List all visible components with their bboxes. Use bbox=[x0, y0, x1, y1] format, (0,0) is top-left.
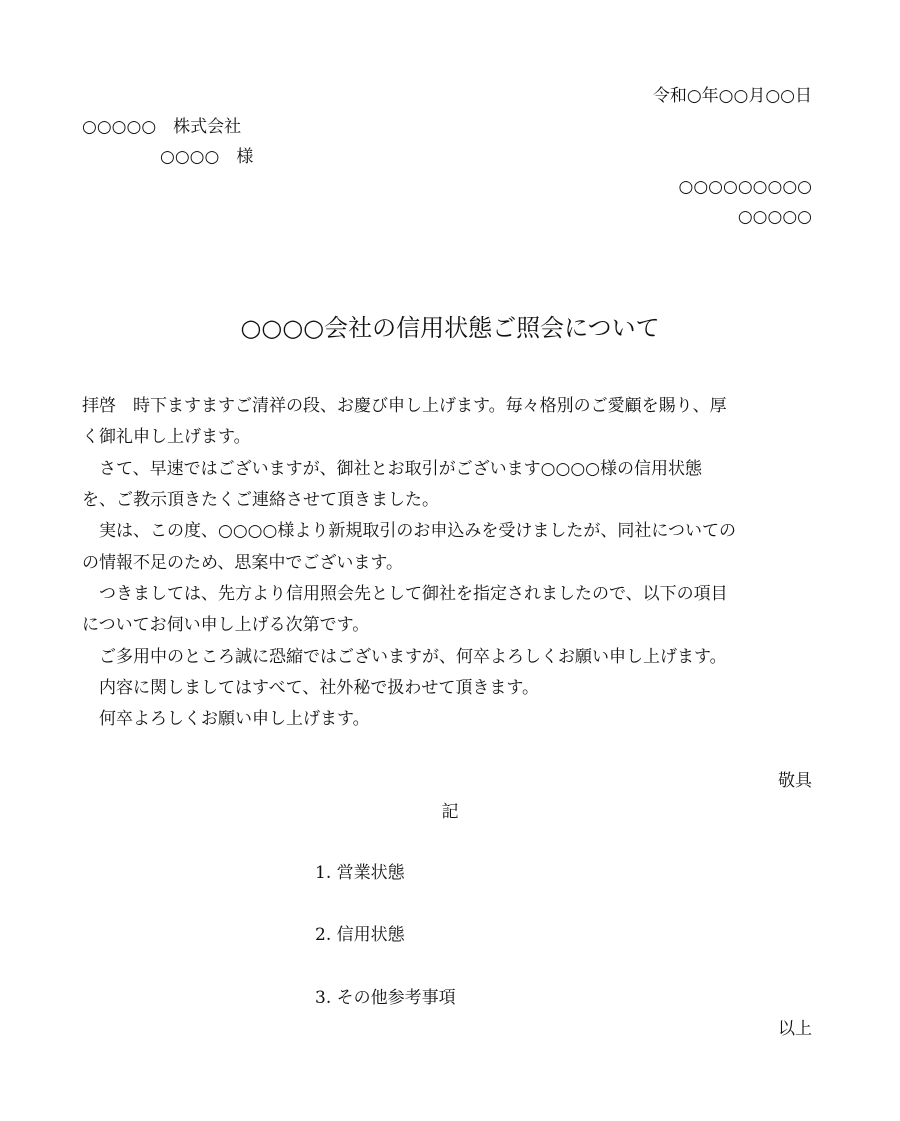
body-line: 何卒よろしくお願い申し上げます。 bbox=[82, 709, 370, 729]
list-item: 1. 営業状態 bbox=[315, 863, 405, 883]
end-ijou: 以上 bbox=[778, 1019, 812, 1039]
body-line: の情報不足のため、思案中でございます。 bbox=[82, 553, 403, 573]
recipient-person: ○○○○ 様 bbox=[160, 147, 254, 167]
list-item: 3. その他参考事項 bbox=[315, 988, 456, 1008]
body-line: ご多用中のところ誠に恐縮ではございますが、何卒よろしくお願い申し上げます。 bbox=[82, 647, 727, 667]
letter-date: 令和○年○○月○○日 bbox=[652, 86, 812, 106]
letter-title: ○○○○会社の信用状態ご照会について bbox=[240, 314, 660, 342]
sender-line-1: ○○○○○○○○○ bbox=[678, 177, 812, 197]
ki-heading: 記 bbox=[441, 802, 459, 822]
list-item: 2. 信用状態 bbox=[315, 925, 405, 945]
body-line: く御礼申し上げます。 bbox=[82, 427, 251, 447]
recipient-company: ○○○○○ 株式会社 bbox=[82, 117, 242, 137]
body-line: さて、早速ではございますが、御社とお取引がございます○○○○様の信用状態 bbox=[82, 459, 702, 479]
body-line: を、ご教示頂きたくご連絡させて頂きました。 bbox=[82, 490, 439, 510]
body-line: 内容に関しましてはすべて、社外秘で扱わせて頂きます。 bbox=[82, 678, 539, 698]
body-line: についてお伺い申し上げる次第です。 bbox=[82, 615, 370, 635]
sender-line-2: ○○○○○ bbox=[737, 207, 812, 227]
closing-keigu: 敬具 bbox=[778, 771, 812, 791]
body-line: 実は、この度、○○○○様より新規取引のお申込みを受けましたが、同社についての bbox=[82, 521, 736, 541]
body-line: つきましては、先方より信用照会先として御社を指定されましたので、以下の項目 bbox=[82, 584, 728, 604]
body-line: 拝啓 時下ますますご清祥の段、お慶び申し上げます。毎々格別のご愛顧を賜り、厚 bbox=[82, 396, 727, 416]
